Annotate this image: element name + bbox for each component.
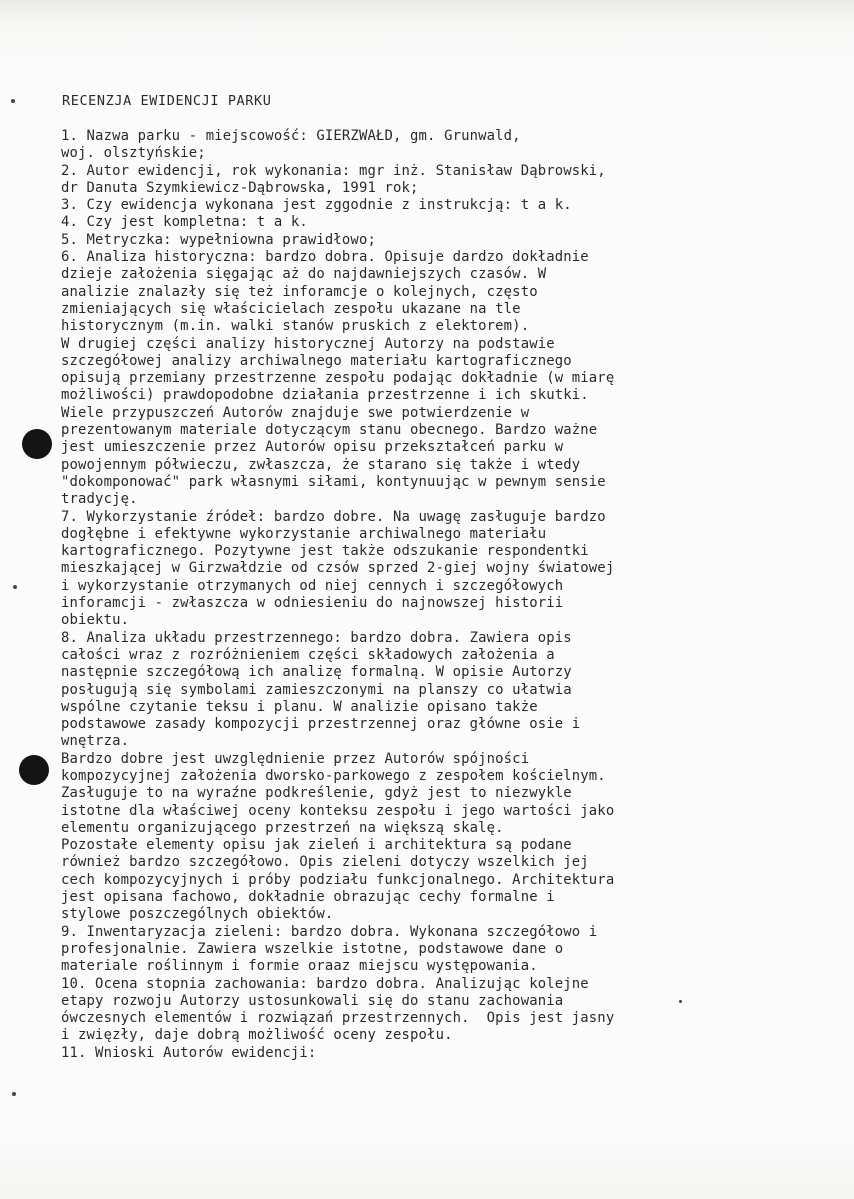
text-line: Wiele przypuszczeń Autorów znajduje swe potwierdzenie w — [61, 404, 530, 421]
text-line: 1. Nazwa parku - miejscowość: GIERZWAŁD, gm. Grunwald, — [61, 128, 521, 144]
text-line: 4. Czy jest kompletna: t a k. — [61, 214, 308, 231]
text-line: tradycję. — [61, 491, 138, 508]
text-line: 11. Wnioski Autorów ewidencji: — [61, 1044, 317, 1061]
text-line: cech kompozycyjnych i próby podziału funkcjonalnego. Architektura — [61, 871, 615, 888]
text-line: woj. olsztyńskie; — [61, 145, 206, 162]
text-line: Bardzo dobre jest uwzględnienie przez Autorów spójności — [61, 750, 530, 767]
punch-hole-icon — [22, 429, 52, 459]
text-line: prezentowanym materiale dotyczącym stanu obecnego. Bardzo ważne — [61, 422, 598, 439]
document-title: RECENZJA EWIDENCJI PARKU — [62, 93, 272, 109]
text-line: historycznym (m.in. walki stanów pruskich z elektorem). — [61, 318, 530, 335]
text-line: etapy rozwoju Autorzy ustosunkowali się do stanu zachowania — [61, 992, 564, 1009]
margin-dot-icon — [11, 99, 15, 103]
text-line: ówczesnych elementów i rozwiązań przestrzennych. Opis jest jasny — [61, 1010, 615, 1027]
text-line: mieszkającej w Girzwałdzie od czsów sprzed 2-giej wojny światowej — [61, 560, 615, 577]
text-line: posługują się symbolami zamieszczonymi na planszy co ułatwia — [61, 681, 572, 698]
text-line: istotne dla właściwej oceny konteksu zespołu i jego wartości jako — [61, 802, 615, 819]
text-line: W drugiej części analizy historycznej Autorzy na podstawie — [61, 335, 555, 352]
text-line: szczegółowej analizy archiwalnego materiału kartograficznego — [61, 352, 572, 369]
text-line: powojennym półwieczu, zwłaszcza, że starano się także i wtedy — [61, 456, 581, 473]
text-line: i wykorzystanie otrzymanych od niej cennych i szczegółowych — [61, 577, 564, 594]
text-line: całości wraz z rozróżnieniem części składowych założenia a — [61, 646, 555, 663]
text-line: inforamcji - zwłaszcza w odniesieniu do najnowszej historii — [61, 595, 564, 612]
text-line: podstawowe zasady kompozycji przestrzennej oraz główne osie i — [61, 716, 581, 733]
text-line: 7. Wykorzystanie źródeł: bardzo dobre. Na uwagę zasługuje bardzo — [61, 508, 606, 525]
scan-edge-shadow — [0, 0, 854, 24]
text-line: 2. Autor ewidencji, rok wykonania: mgr inż. Stanisław Dąbrowski, — [61, 162, 606, 179]
text-line: Pozostałe elementy opisu jak zieleń i architektura są podane — [61, 837, 572, 854]
text-line: jest opisana fachowo, dokładnie obrazując cechy formalne i — [61, 889, 555, 906]
text-line: analizie znalazły się też inforamcje o kolejnych, często — [61, 283, 538, 300]
text-line: kompozycyjnej założenia dworsko-parkowego z zespołem kościelnym. — [61, 767, 606, 784]
speck-dot-icon — [679, 1000, 682, 1003]
text-line: jest umieszczenie przez Autorów opisu przekształceń parku w — [61, 439, 564, 456]
text-line: 3. Czy ewidencja wykonana jest zggodnie z instrukcją: t a k. — [61, 197, 572, 214]
text-line: obiektu. — [61, 612, 130, 629]
text-line: dzieje założenia sięgając aż do najdawniejszych czasów. W — [61, 266, 547, 283]
text-line: elementu organizującego przestrzeń na większą skalę. — [61, 819, 504, 836]
text-line: możliwości) prawdopodobne działania przestrzenne i ich skutki. — [61, 387, 589, 404]
text-line: opisują przemiany przestrzenne zespołu podając dokładnie (w miarę — [61, 370, 615, 387]
text-line: profesjonalnie. Zawiera wszelkie istotne, podstawowe dane o — [61, 940, 564, 957]
text-line: wspólne czytanie teksu i planu. W analizie opisano także — [61, 698, 538, 715]
text-line: dogłębne i efektywne wykorzystanie archiwalnego materiału — [61, 525, 547, 542]
text-line: 5. Metryczka: wypełniowna prawidłowo; — [61, 231, 376, 248]
text-line: 8. Analiza układu przestrzennego: bardzo dobra. Zawiera opis — [61, 629, 572, 646]
punch-hole-icon — [19, 755, 49, 785]
margin-dot-icon — [12, 1092, 16, 1096]
text-line: następnie szczegółową ich analizę formalną. W opisie Autorzy — [61, 664, 572, 681]
text-line: 9. Inwentaryzacja zieleni: bardzo dobra. Wykonana szczegółowo i — [61, 923, 598, 940]
text-line: i zwięzły, daje dobrą możliwość oceny zespołu. — [61, 1027, 453, 1044]
text-line: Zasługuje to na wyraźne podkreślenie, gdyż jest to niezwykle — [61, 785, 572, 802]
text-line: 6. Analiza historyczna: bardzo dobra. Opisuje dardzo dokładnie — [61, 249, 589, 266]
text-line: "dokomponować" park własnymi siłami, kontynuując w pewnym sensie — [61, 473, 606, 490]
text-line: materiale roślinnym i formie oraaz miejscu występowania. — [61, 958, 538, 975]
text-line: stylowe poszczególnych obiektów. — [61, 906, 334, 923]
text-line: kartograficznego. Pozytywne jest także odszukanie respondentki — [61, 543, 589, 560]
text-line: dr Danuta Szymkiewicz-Dąbrowska, 1991 rok; — [61, 179, 419, 196]
text-line: również bardzo szczegółowo. Opis zieleni dotyczy wszelkich jej — [61, 854, 589, 871]
text-line: 10. Ocena stopnia zachowania: bardzo dobra. Analizując kolejne — [61, 975, 589, 992]
text-line: wnętrza. — [61, 733, 130, 750]
text-line: zmieniających się właścicielach zespołu ukazane na tle — [61, 300, 521, 317]
document-body — [61, 128, 841, 1062]
margin-dot-icon — [13, 585, 17, 589]
